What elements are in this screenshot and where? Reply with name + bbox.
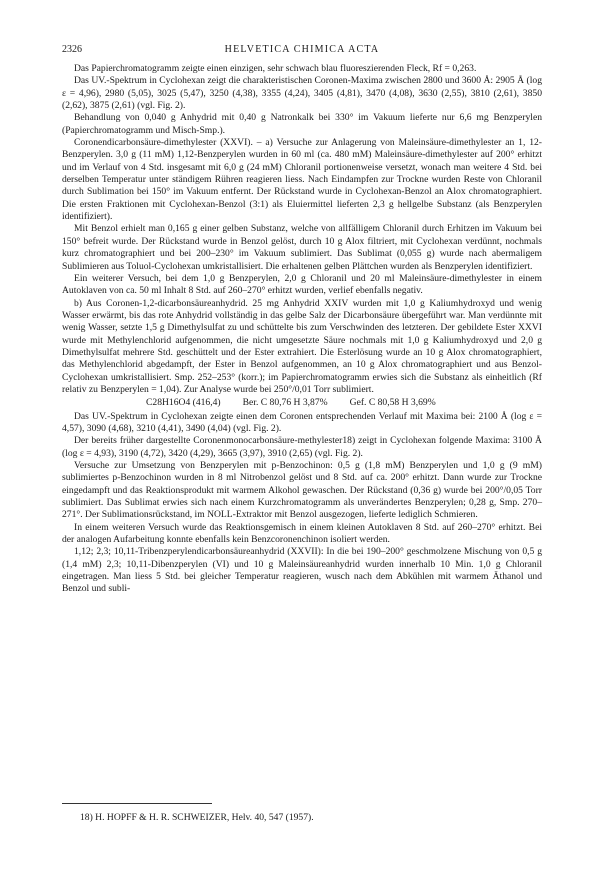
- formula-found: Gef. C 80,58 H 3,69%: [349, 397, 436, 409]
- paragraph-benzol-fraction: Mit Benzol erhielt man 0,165 g einer gelben Substanz, welche von allfälligem Chloranil durch Erhitzen im Vakuum bei 150° befreit wurde. Der Rückstand wurde in Benzol gelöst, durch 10 g Alox filtriert, mit Cyclohexan verdünnt, nochmals kurz chromatographiert und bei 200–230° im Vakuum sublimiert. Das Sublimat (0,055 g) wurde nach abermaligem Sublimieren aus Toluol-Cyclohexan umkristallisiert. Die erhaltenen gelben Plättchen wurden als Benzperylen identifiziert.: [62, 223, 542, 272]
- paragraph-tribenzperylen: 1,12; 2,3; 10,11-Tribenzperylendicarbonsäureanhydrid (XXVII): In die bei 190–200° geschmolzene Mischung von 0,5 g (1,4 mM) 2,3; 10,11-Dibenzperylen (VI) und 10 g Maleinsäureanhydrid wurden innerhalb 10 Min. 1,0 g Chloranil eingetragen. Man liess 5 Std. bei gleicher Temperatur reagieren, wusch nach dem Abkühlen mit warmem Äthanol und Benzol und subli-: [62, 546, 542, 595]
- paragraph-natronkalk: Behandlung von 0,040 g Anhydrid mit 0,40 g Natronkalk bei 330° im Vakuum lieferte nur 6,6 mg Benzperylen (Papierchromatogramm und Misch-Smp.).: [62, 112, 542, 136]
- paragraph-dimethylester-a: Coronendicarbonsäure-dimethylester (XXVI). – a) Versuche zur Anlagerung von Maleinsäure-dimethylester an 1, 12-Benzperylen. 3,0 g (11 mM) 1,12-Benzperylen wurden in 60 ml (ca. 480 mM) Maleinsäure-dimethylester auf 200° erhitzt und im Verlauf von 4 Std. insgesamt mit 6,0 g (24 mM) Chloranil portionenweise versetzt, wonach man weitere 4 Std. bei derselben Temperatur unter ständigem Rühren reagieren liess. Nach Eindampfen zur Trockne wurden Reste von Chloranil durch Sublimation bei 150° im Vakuum entfernt. Der Rückstand wurde in Cyclohexan-Benzol an Alox chromatographiert. Die ersten Fraktionen mit Cyclohexan-Benzol (3:1) als Eluiermittel lieferten 2,3 g hellgelbe Substanz (als Benzperylen identifiziert).: [62, 137, 542, 223]
- article-body: [62, 63, 542, 596]
- paragraph-dimethylester-b: b) Aus Coronen-1,2-dicarbonsäureanhydrid. 25 mg Anhydrid XXIV wurden mit 1,0 g Kaliumhydroxyd und wenig Wasser erwärmt, bis das rote Anhydrid vollständig in das gelbe Salz der Dicarbonsäure übergeführt war. Man verdünnte mit wenig Wasser, setzte 1,5 g Dimethylsulfat zu und schüttelte bis zum Verschwinden des letzteren. Der gebildete Ester XXVI wurde mit Methylenchlorid aufgenommen, die nicht umgesetzte Säure nochmals mit 1,0 g Kaliumhydroxyd und 2,0 g Dimethylsulfat mehrere Std. geschüttelt und der Ester extrahiert. Die Esterlösung wurde an 10 g Alox chromatographiert, das Methylenchlorid abgedampft, der Ester in Benzol aufgenommen, an 10 g Alox chromatographiert und aus Benzol-Cyclohexan umkristallisiert. Smp. 252–253° (korr.); im Papierchromatogramm erwies sich die Substanz als einheitlich (Rf relativ zu Benzperylen = 1,04). Zur Analyse wurde bei 250°/0,01 Torr sublimiert.: [62, 297, 542, 395]
- paragraph-autoclave-2: In einem weiteren Versuch wurde das Reaktionsgemisch in einem kleinen Autoklaven 8 Std. auf 260–270° erhitzt. Bei der analogen Aufarbeitung konnte ebenfalls kein Benzcoronenchinon isoliert werden.: [62, 521, 542, 546]
- footnote-divider: [62, 803, 212, 804]
- analysis-formula: [62, 397, 542, 409]
- footnote: 18) H. HOPFF & H. R. SCHWEIZER, Helv. 40, 547 (1957).: [80, 812, 314, 823]
- running-header: [62, 44, 542, 58]
- journal-title: HELVETICA CHIMICA ACTA: [224, 44, 380, 55]
- paragraph-uv-ester: Das UV.-Spektrum in Cyclohexan zeigte einen dem Coronen entsprechenden Verlauf mit Maxima bei: 2100 Å (log ε = 4,57), 3090 (4,68), 3210 (4,41), 3490 (4,04) (vgl. Fig. 2).: [62, 410, 542, 434]
- paragraph-rf: Das Papierchromatogramm zeigte einen einzigen, sehr schwach blau fluoreszierenden Fleck, Rf = 0,263.: [74, 63, 477, 74]
- paragraph-benzochinon: Versuche zur Umsetzung von Benzperylen mit p-Benzochinon: 0,5 g (1,8 mM) Benzperylen und 1,0 g (9 mM) sublimiertes p-Benzochinon wurden in 8 ml Nitrobenzol gelöst und 8 Std. auf ca. 200° erhitzt. Dann wurde zur Trockne eingedampft und das Reaktionsprodukt mit warmem Alkohol gewaschen. Der Rückstand (0,36 g) wurde bei 200°/0,05 Torr sublimiert. Das Sublimat erwies sich nach einem Kurzchromatogramm als unverändertes Benzperylen; 0,28 g, Smp. 270–271°. Der Sublimationsrückstand, im NOLL-Extraktor mit Benzol ausgezogen, lieferte lediglich Schmieren.: [62, 460, 542, 521]
- formula-calculated: Ber. C 80,76 H 3,87%: [242, 397, 328, 409]
- page-number: 2326: [62, 44, 82, 55]
- formula-compound: C28H16O4 (416,4): [146, 397, 221, 409]
- paragraph-autoclave: Ein weiterer Versuch, bei dem 1,0 g Benzperylen, 2,0 g Chloranil und 20 ml Maleinsäure-dimethylester in einem Autoklaven von ca. 50 ml Inhalt 8 Std. auf 260–270° erhitzt wurden, verlief ebenfalls negativ.: [62, 272, 542, 297]
- paragraph-monocarbon-ester: Der bereits früher dargestellte Coronenmonocarbonsäure-methylester18) zeigt in Cyclohexan folgende Maxima: 3100 Å (log ε = 4,93), 3190 (4,72), 3420 (4,29), 3665 (3,97), 3910 (2,65) (vgl. Fig. 2).: [62, 435, 542, 459]
- paragraph-uv-coronene: Das UV.-Spektrum in Cyclohexan zeigt die charakteristischen Coronen-Maxima zwischen 2800 und 3600 Å: 2905 Å (log ε = 4,96), 2980 (5,05), 3025 (5,47), 3250 (4,38), 3355 (4,24), 3405 (4,81), 3470 (4,08), 3630 (2,55), 3810 (2,61), 3850 (2,62), 3875 (2,61) (vgl. Fig. 2).: [62, 75, 542, 112]
